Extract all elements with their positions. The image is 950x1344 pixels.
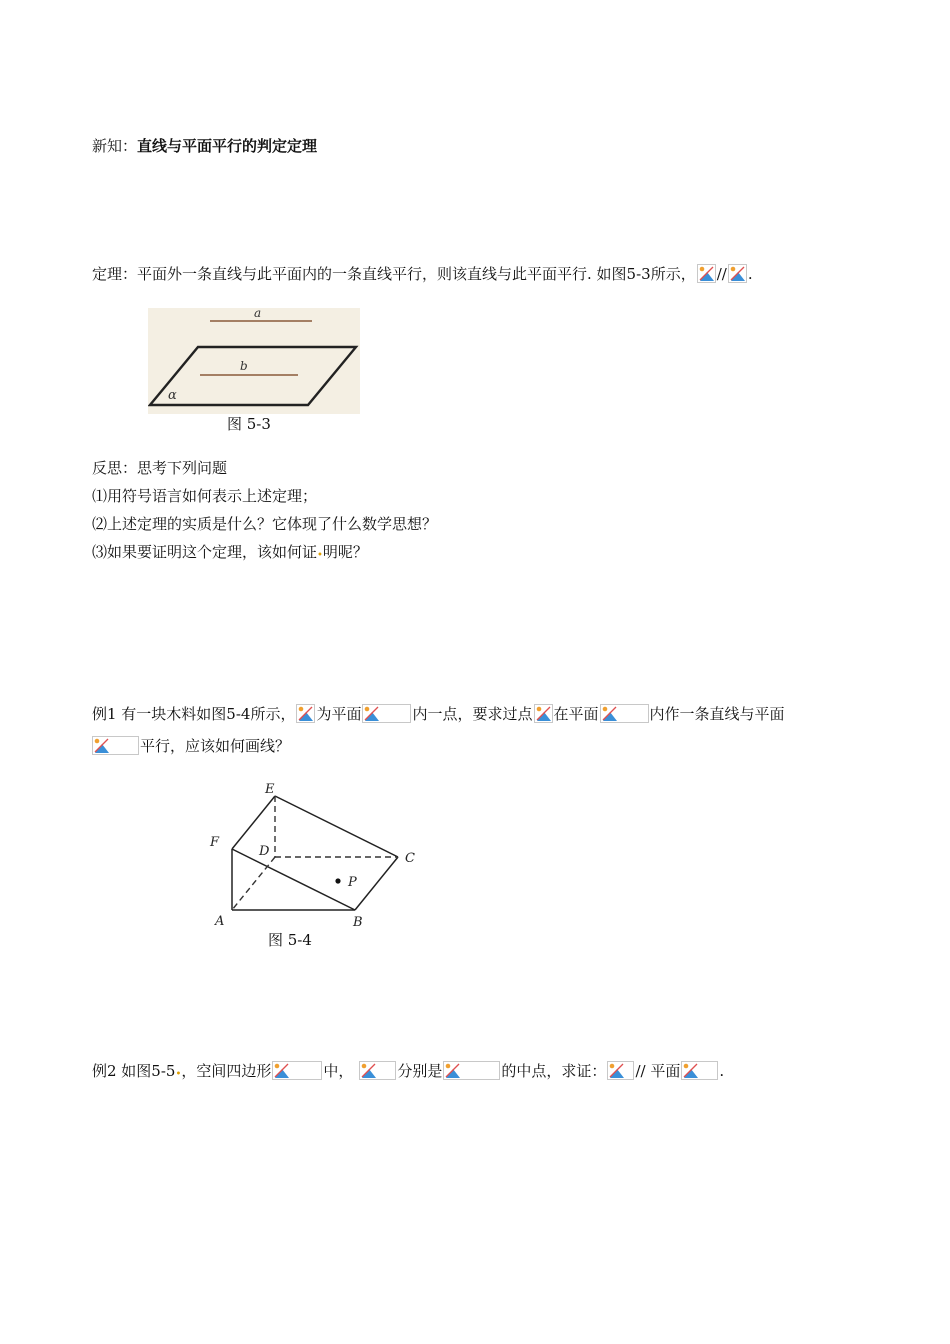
example1-text-1: 例1 有一块木料如图5-4所示， (92, 705, 296, 723)
broken-image-icon (534, 704, 553, 723)
example1-text-4: 在平面 (553, 705, 599, 723)
reflection-q3-part2: 明呢？ (322, 543, 368, 561)
broken-image-icon (92, 736, 139, 755)
example2-text-2: ，空间四边形 (181, 1062, 272, 1080)
dot-mark: • (317, 550, 323, 561)
example1-line2 (92, 735, 290, 756)
reflection-q2: ⑵上述定理的实质是什么？它体现了什么数学思想？ (92, 515, 438, 533)
label-alpha: α (168, 388, 177, 403)
label-A: A (215, 914, 225, 929)
figure-background (148, 308, 360, 414)
example1-text-2: 为平面 (316, 705, 362, 723)
figure-5-3-caption: 图 5-3 (227, 415, 271, 433)
broken-image-icon (272, 1061, 322, 1080)
broken-image-icon (697, 264, 716, 283)
example2-text-3: 中， (323, 1062, 354, 1080)
example2-text-6: // 平面 (635, 1062, 681, 1080)
label-a: a (254, 308, 262, 320)
example1-text-3: 内一点，要求过点 (412, 705, 533, 723)
label-E: E (265, 782, 275, 797)
parallel-symbol: // (716, 264, 727, 283)
label-C: C (405, 851, 415, 866)
label-b: b (240, 359, 248, 373)
reflection-q1: ⑴用符号语言如何表示上述定理； (92, 487, 318, 505)
example2-text-1: 例2 如图5-5 (92, 1062, 176, 1080)
edge-CB (355, 857, 398, 910)
section-prefix: 新知： (92, 137, 138, 155)
section-heading (92, 135, 317, 156)
broken-image-icon (296, 704, 315, 723)
theorem-line (92, 263, 753, 284)
point-P (335, 878, 340, 883)
broken-image-icon (681, 1061, 718, 1080)
example2-text-4: 分别是 (397, 1062, 443, 1080)
dot-mark: • (175, 1069, 182, 1080)
theorem-text: 定理：平面外一条直线与此平面内的一条直线平行，则该直线与此平面平行. 如图5-3所示， (92, 265, 696, 283)
broken-image-icon (359, 1061, 396, 1080)
example1-text-6: 平行，应该如何画线？ (140, 737, 291, 755)
example1-text-5: 内作一条直线与平面 (649, 705, 785, 723)
figure-5-4 (205, 778, 425, 933)
example2-text-7: . (719, 1061, 725, 1080)
example2-line (92, 1060, 724, 1081)
reflection-q3 (92, 541, 368, 562)
example1-line1 (92, 703, 785, 724)
example2-text-5: 的中点，求证： (501, 1062, 607, 1080)
broken-image-icon (443, 1061, 500, 1080)
label-F: F (210, 835, 220, 850)
label-B: B (353, 915, 363, 930)
broken-image-icon (607, 1061, 634, 1080)
broken-image-icon (728, 264, 747, 283)
theorem-end: . (747, 264, 753, 283)
edge-DA-hidden (232, 857, 275, 910)
broken-image-icon (600, 704, 649, 723)
figure-5-3 (148, 308, 360, 414)
broken-image-icon (362, 704, 411, 723)
edge-EF (232, 796, 275, 849)
section-title: 直线与平面平行的判定定理 (137, 137, 318, 155)
reflection-title: 反思：思考下列问题 (92, 459, 228, 477)
reflection-q3-part1: ⑶如果要证明这个定理，该如何证 (92, 543, 318, 561)
figure-5-4-caption: 图 5-4 (268, 931, 312, 949)
edge-EC (275, 796, 398, 857)
label-D: D (259, 844, 270, 859)
label-P: P (348, 875, 357, 890)
